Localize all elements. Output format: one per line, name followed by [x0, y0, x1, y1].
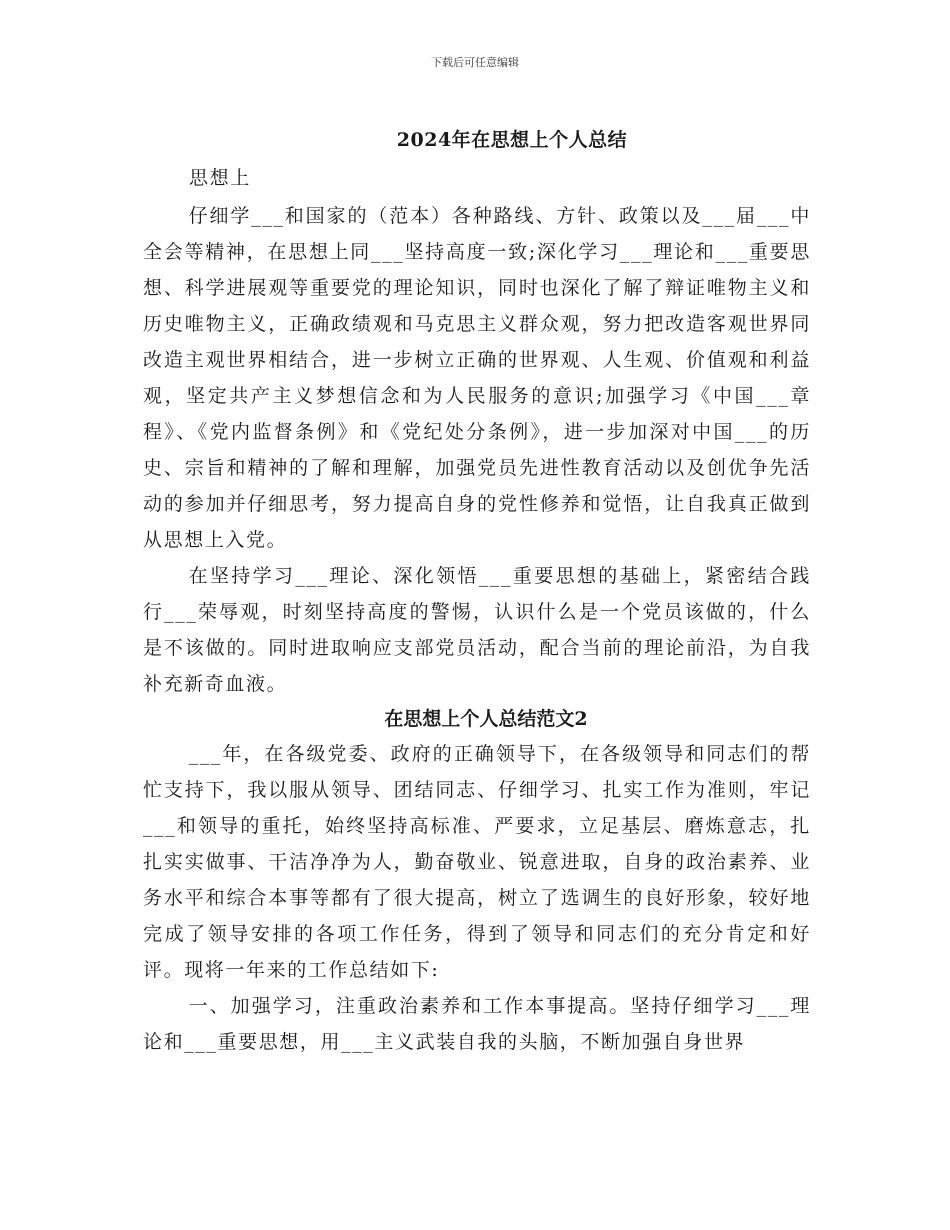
paragraph: ___年，在各级党委、政府的正确领导下，在各级领导和同志们的帮忙支持下，我以服从领导、团结同志、仔细学习、扎实工作为准则，牢记___和领导的重托，始终坚持高标准、严要求，立足基层、磨炼意志，扎扎实实做事、干洁净净为人，勤奋敬业、锐意进取，自身的政治素养、业务水平和综合本事等都有了很大提高，树立了选调生的良好形象，较好地完成了领导安排的各项工作任务，得到了领导和同志们的充分肯定和好评。现将一年来的工作总结如下: — [143, 743, 811, 981]
subheading: 思想上 — [189, 167, 251, 189]
paragraph: 一、加强学习，注重政治素养和工作本事提高。坚持仔细学习___理论和___重要思想，用___主义武装自我的头脑，不断加强自身世界 — [143, 995, 811, 1053]
document-title: 2024年在思想上个人总结 — [396, 129, 628, 151]
header-note: 下载后可任意编辑 — [431, 56, 519, 69]
document-body — [143, 120, 811, 1060]
section-title: 在思想上个人总结范文2 — [384, 708, 588, 730]
paragraph: 在坚持学习___理论、深化领悟___重要思想的基础上，紧密结合践行___荣辱观，时刻坚持高度的警惕，认识什么是一个党员该做的，什么是不该做的。同时进取响应支部党员活动，配合当前的理论前沿，为自我补充新奇血液。 — [143, 565, 811, 695]
paragraph: 仔细学___和国家的（范本）各种路线、方针、政策以及___届___中全会等精神，在思想上同___坚持高度一致;深化学习___理论和___重要思想、科学进展观等重要党的理论知识，同时也深化了解了辩证唯物主义和历史唯物主义，正确政绩观和马克思主义群众观，努力把改造客观世界同改造主观世界相结合，进一步树立正确的世界观、人生观、价值观和利益观，坚定共产主义梦想信念和为人民服务的意识;加强学习《中国___章程》、《党内监督条例》和《党纪处分条例》，进一步加深对中国___的历史、宗旨和精神的了解和理解，加强党员先进性教育活动以及创优争先活动的参加并仔细思考，努力提高自身的党性修养和觉悟，让自我真正做到从思想上入党。 — [143, 205, 811, 551]
